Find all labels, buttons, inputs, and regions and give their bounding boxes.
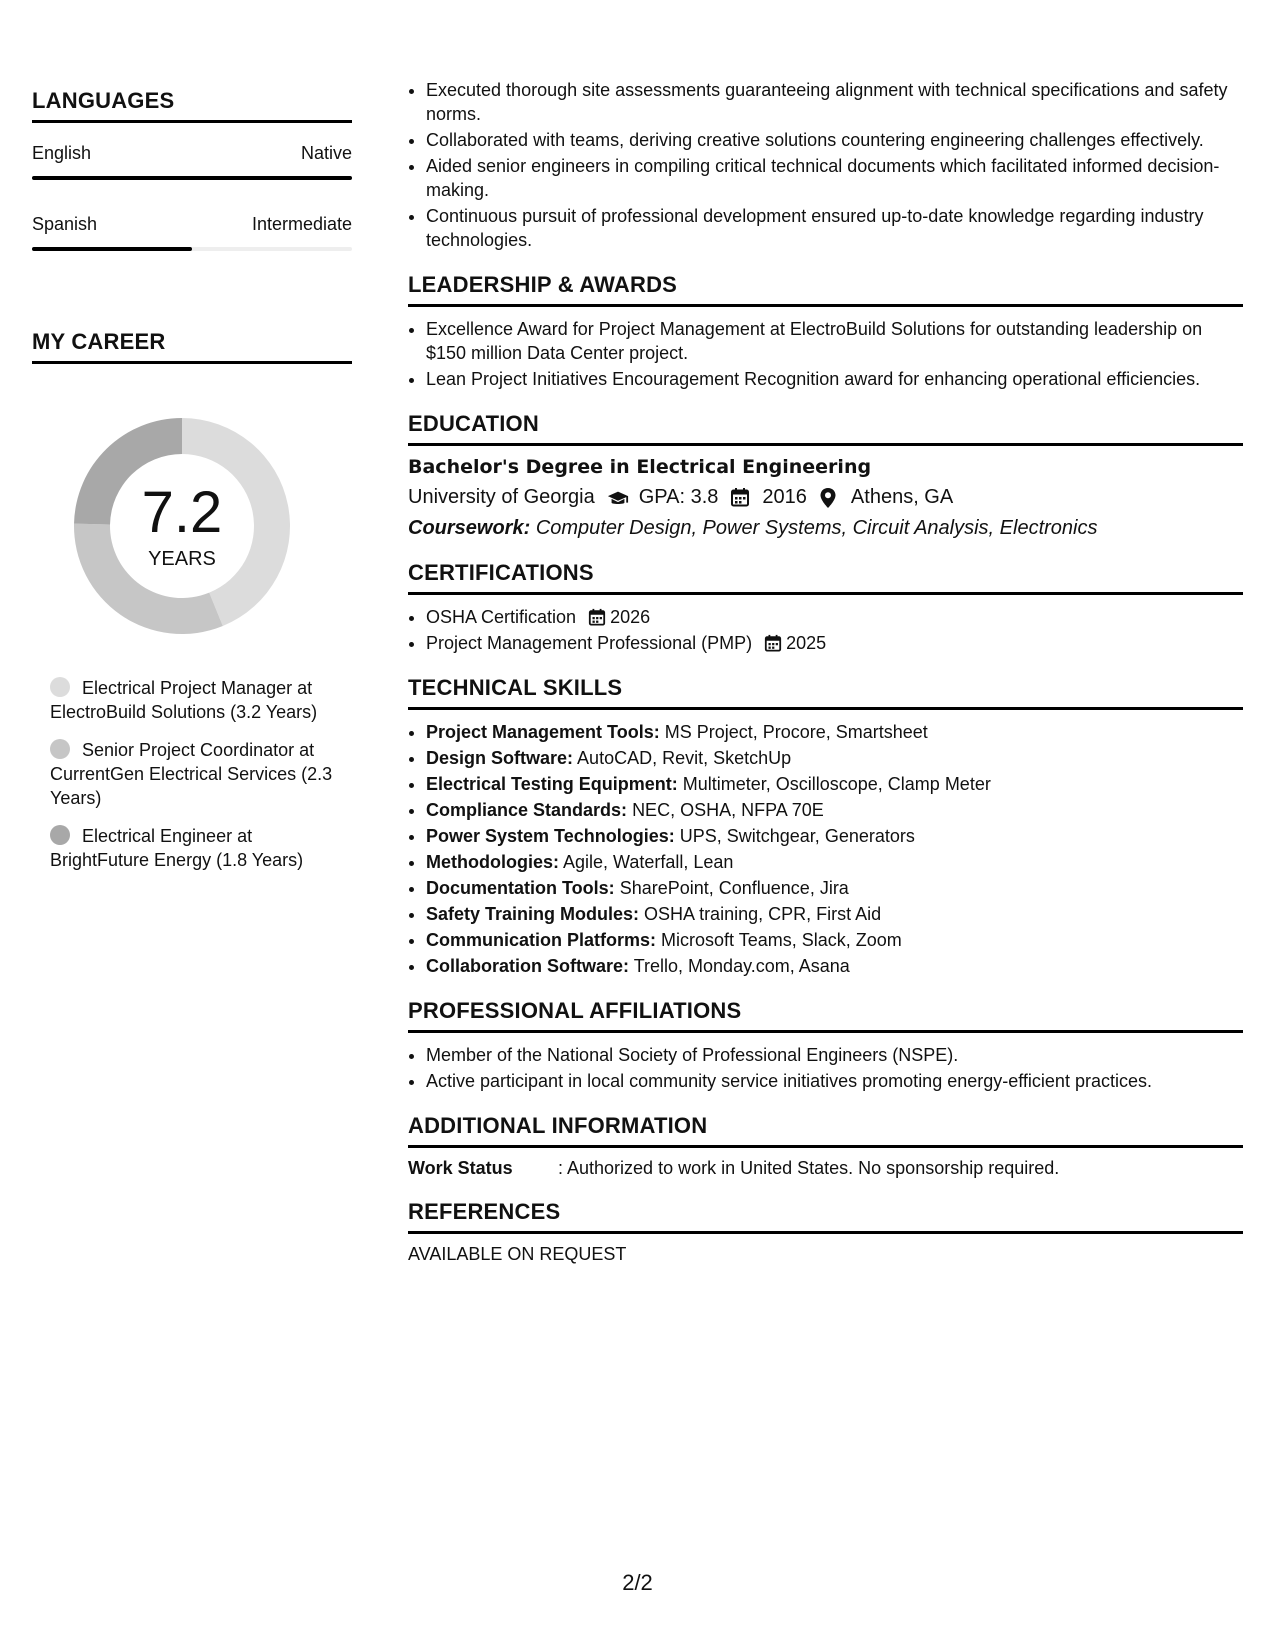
certification-item: [426, 631, 1243, 655]
skill-label: Project Management Tools:: [426, 722, 660, 742]
legend-dot: [50, 739, 70, 759]
skill-value: Multimeter, Oscilloscope, Clamp Meter: [682, 774, 991, 794]
education-school: University of Georgia: [408, 486, 595, 508]
skill-item: [426, 772, 1243, 796]
right-column: [408, 78, 1243, 1265]
language-name: Spanish: [32, 214, 98, 234]
education-location: Athens, GA: [850, 486, 954, 508]
references-heading: REFERENCES: [408, 1199, 1243, 1234]
experience-bullet: • Collaborated with teams, deriving creative solutions countering engineering challenges effectively.: [426, 128, 1243, 152]
skill-label: Power System Technologies:: [426, 826, 675, 846]
affiliations-list: [408, 1043, 1243, 1093]
leadership-item: • Lean Project Initiatives Encouragement Recognition award for enhancing operational efficiencies.: [426, 367, 1243, 391]
work-status-label: Work Status: [408, 1158, 513, 1178]
education-degree: Bachelor's Degree in Electrical Engineering: [408, 456, 872, 478]
calendar-icon: [764, 634, 782, 652]
education-details: [408, 486, 1243, 509]
affiliations-heading: PROFESSIONAL AFFILIATIONS: [408, 998, 1243, 1033]
education-heading: EDUCATION: [408, 411, 1243, 446]
legend-dot: [50, 825, 70, 845]
language-proficiency-bar: [32, 176, 352, 180]
certifications-section: [408, 560, 1243, 655]
skill-value: UPS, Switchgear, Generators: [679, 826, 915, 846]
additional-heading: ADDITIONAL INFORMATION: [408, 1113, 1243, 1148]
skill-item: [426, 902, 1243, 926]
education-year: 2016: [762, 486, 807, 508]
skill-label: Documentation Tools:: [426, 878, 615, 898]
education-section: [408, 411, 1243, 540]
skill-label: Electrical Testing Equipment:: [426, 774, 678, 794]
skill-item: [426, 824, 1243, 848]
experience-bullets: [408, 78, 1243, 252]
skill-value: Agile, Waterfall, Lean: [563, 852, 734, 872]
certification-item: [426, 605, 1243, 629]
experience-bullet: • Executed thorough site assessments guaranteeing alignment with technical specifications and safety norms.: [426, 78, 1243, 126]
affiliations-section: [408, 998, 1243, 1093]
skill-value: Trello, Monday.com, Asana: [633, 956, 850, 976]
skill-value: AutoCAD, Revit, SketchUp: [577, 748, 792, 768]
career-legend-item: [50, 738, 340, 810]
skill-item: [426, 798, 1243, 822]
career-total-years: 7.2: [141, 480, 223, 545]
language-name: English: [32, 143, 92, 163]
career-total-unit: YEARS: [148, 548, 216, 570]
calendar-icon: [730, 487, 752, 509]
languages-heading: LANGUAGES: [32, 88, 352, 123]
graduation-cap-icon: [607, 487, 629, 509]
leadership-item: • Excellence Award for Project Management at ElectroBuild Solutions for outstanding leadership on $150 million Data Center project.: [426, 317, 1243, 365]
calendar-icon: [588, 608, 606, 626]
skill-item: [426, 928, 1243, 952]
location-pin-icon: [819, 487, 841, 509]
language-proficiency-fill: [32, 176, 352, 180]
skill-label: Collaboration Software:: [426, 956, 630, 976]
career-heading: MY CAREER: [32, 329, 352, 364]
experience-bullet: • Aided senior engineers in compiling critical technical documents which facilitated informed decision-making.: [426, 154, 1243, 202]
references-section: [408, 1199, 1243, 1265]
legend-label: Senior Project Coordinator at CurrentGen Electrical Services (2.3 Years): [50, 740, 333, 808]
affiliation-item: • Member of the National Society of Professional Engineers (NSPE).: [426, 1043, 1243, 1067]
education-coursework: [408, 517, 1243, 540]
skill-item: [426, 850, 1243, 874]
legend-label: Electrical Project Manager at ElectroBuild Solutions (3.2 Years): [50, 678, 318, 722]
skills-section: [408, 675, 1243, 978]
left-column: [32, 88, 352, 886]
language-item: [32, 214, 352, 251]
experience-bullet: • Continuous pursuit of professional development ensured up-to-date knowledge regarding industry technologies.: [426, 204, 1243, 252]
coursework-label: Coursework:: [408, 517, 531, 539]
legend-dot: [50, 677, 70, 697]
skills-list: [408, 720, 1243, 978]
skill-value: SharePoint, Confluence, Jira: [619, 878, 849, 898]
career-legend-item: [50, 824, 340, 872]
skill-item: [426, 746, 1243, 770]
skill-label: Communication Platforms:: [426, 930, 657, 950]
skill-value: OSHA training, CPR, First Aid: [644, 904, 882, 924]
skill-value: NEC, OSHA, NFPA 70E: [632, 800, 824, 820]
leadership-heading: LEADERSHIP & AWARDS: [408, 272, 1243, 307]
skill-label: Methodologies:: [426, 852, 559, 872]
language-level: Intermediate: [251, 214, 352, 234]
certification-name: • Project Management Professional (PMP): [426, 633, 753, 653]
skill-item: [426, 954, 1243, 978]
skill-label: Safety Training Modules:: [426, 904, 640, 924]
career-donut-center: [62, 406, 302, 646]
career-legend-item: [50, 676, 340, 724]
certification-name: • OSHA Certification: [426, 607, 577, 627]
education-gpa: GPA: 3.8: [638, 486, 719, 508]
certification-year: 2026: [610, 607, 651, 627]
certifications-list: [408, 605, 1243, 655]
career-legend: [50, 676, 352, 872]
skill-item: [426, 720, 1243, 744]
language-proficiency-fill: [32, 247, 192, 251]
leadership-list: [408, 317, 1243, 391]
skill-label: Compliance Standards:: [426, 800, 628, 820]
language-proficiency-bar: [32, 247, 352, 251]
skills-heading: TECHNICAL SKILLS: [408, 675, 1243, 710]
skill-value: MS Project, Procore, Smartsheet: [664, 722, 928, 742]
language-level: Native: [300, 143, 352, 163]
skill-label: Design Software:: [426, 748, 574, 768]
additional-section: [408, 1113, 1243, 1179]
work-status-value: : Authorized to work in United States. No sponsorship required.: [558, 1158, 1060, 1178]
certifications-heading: CERTIFICATIONS: [408, 560, 1243, 595]
certification-year: 2025: [786, 633, 827, 653]
legend-label: Electrical Engineer at BrightFuture Energy (1.8 Years): [50, 826, 304, 870]
affiliation-item: • Active participant in local community service initiatives promoting energy-efficient practices.: [426, 1069, 1243, 1093]
career-donut-chart: [62, 406, 302, 646]
work-status-row: [408, 1158, 1243, 1179]
skill-value: Microsoft Teams, Slack, Zoom: [661, 930, 902, 950]
coursework-list: Computer Design, Power Systems, Circuit Analysis, Electronics: [535, 517, 1098, 539]
skill-item: [426, 876, 1243, 900]
leadership-section: [408, 272, 1243, 391]
page-number: 2/2: [622, 1570, 653, 1595]
language-item: [32, 143, 352, 180]
references-text: AVAILABLE ON REQUEST: [408, 1244, 627, 1264]
